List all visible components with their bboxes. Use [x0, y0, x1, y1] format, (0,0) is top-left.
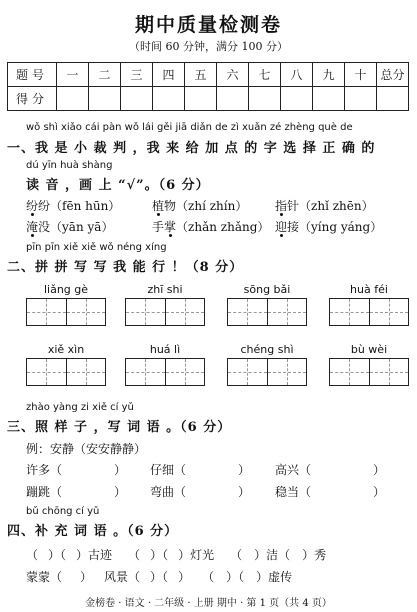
s1-choices[interactable]: （fēn hūn）	[50, 199, 121, 213]
score-table	[7, 62, 409, 111]
page-title: 期中质量检测卷	[134, 14, 282, 36]
s1-choices[interactable]: （yān yā）	[50, 220, 114, 234]
section4-pinyin: bǔ chōng cí yǔ	[26, 506, 100, 517]
score-cell[interactable]	[121, 87, 153, 111]
col-total: 总分	[377, 63, 409, 87]
tianzige[interactable]	[227, 298, 307, 326]
row-label-score: 得分	[8, 87, 57, 111]
s1-word: 淹没	[26, 220, 51, 234]
section1-title2: 读 音 ，画 上 “√”。（6 分）	[26, 178, 210, 193]
s3-item: 仔细（ ）	[150, 463, 251, 477]
box-pinyin: xiě xìn	[47, 343, 85, 356]
section2-title: 二、拼 拼 写 写 我 能 行 ！（8 分）	[7, 260, 244, 275]
score-cell[interactable]	[57, 87, 89, 111]
pinyin-writing-box	[329, 283, 409, 326]
col-3: 三	[121, 63, 153, 87]
score-cell[interactable]	[345, 87, 377, 111]
score-cell[interactable]	[185, 87, 217, 111]
s1-word: 指针	[275, 199, 300, 213]
tianzige[interactable]	[26, 358, 106, 386]
s1-item	[26, 197, 120, 214]
s1-item	[275, 197, 374, 214]
s1-word: 植物	[152, 199, 177, 213]
pinyin-writing-box	[125, 283, 205, 326]
box-pinyin: huá lì	[149, 343, 181, 356]
s1-choices[interactable]: （zhí zhín）	[176, 199, 248, 213]
box-pinyin: zhī shi	[147, 283, 183, 296]
col-2: 二	[89, 63, 121, 87]
box-pinyin: liǎng gè	[43, 283, 89, 296]
pinyin-writing-box	[26, 343, 106, 386]
col-7: 七	[249, 63, 281, 87]
s3-item: 弯曲（ ）	[150, 485, 251, 499]
section1-title: 一、我 是 小 裁 判 ，我 来 给 加 点 的 字 选 择 正 确 的	[7, 141, 376, 156]
tianzige[interactable]	[125, 298, 205, 326]
box-pinyin: sōng bǎi	[243, 283, 291, 296]
section3-pinyin: zhào yàng zi xiě cí yǔ	[26, 402, 134, 413]
row-label-question: 题号	[8, 63, 57, 87]
score-table-row-score	[8, 87, 409, 111]
pinyin-writing-box	[227, 283, 307, 326]
tianzige[interactable]	[227, 358, 307, 386]
page-footer: 金榜卷 · 语文 · 二年级 · 上册 期中 · 第 1 页（共 4 页）	[85, 598, 332, 609]
section1-pinyin: wǒ shì xiǎo cái pàn wǒ lái gěi jiā diǎn de zì xuǎn zé zhèng què de	[26, 122, 353, 133]
score-cell[interactable]	[281, 87, 313, 111]
pinyin-writing-box	[125, 343, 205, 386]
section4-row1: （ ）（ ）古迹 （ ）（ ）灯光 （ ）洁（ ）秀	[26, 548, 327, 562]
page-subtitle: （时间 60 分钟，满分 100 分）	[129, 40, 288, 53]
section1-pinyin2: dú yīn huà shàng	[26, 160, 113, 171]
score-cell[interactable]	[89, 87, 121, 111]
col-6: 六	[217, 63, 249, 87]
pinyin-writing-box	[26, 283, 106, 326]
tianzige[interactable]	[125, 358, 205, 386]
s1-item	[26, 218, 113, 235]
s1-item	[152, 218, 269, 235]
s1-choices[interactable]: （zhǎn zhǎng）	[176, 220, 270, 234]
tianzige[interactable]	[329, 358, 409, 386]
tianzige[interactable]	[329, 298, 409, 326]
s3-item: 高兴（ ）	[275, 463, 386, 477]
col-9: 九	[313, 63, 345, 87]
pinyin-writing-box	[329, 343, 409, 386]
s1-word: 迎接	[275, 220, 300, 234]
s3-item: 蹦跳（ ）	[26, 485, 127, 499]
score-table-row-header	[8, 63, 409, 87]
box-pinyin: huà féi	[350, 283, 388, 296]
s1-word: 手掌	[152, 220, 177, 234]
box-pinyin: chéng shì	[240, 343, 294, 356]
s1-word: 纷纷	[26, 199, 51, 213]
col-1: 一	[57, 63, 89, 87]
s1-choices[interactable]: （yíng yáng）	[299, 220, 383, 234]
s1-item	[152, 197, 247, 214]
s1-choices[interactable]: （zhǐ zhēn）	[299, 199, 374, 213]
col-8: 八	[281, 63, 313, 87]
score-cell[interactable]	[217, 87, 249, 111]
section4-row2: 蒙蒙（ ） 风景（ ）（ ） （ ）（ ）虚传	[26, 570, 293, 584]
pinyin-writing-box	[227, 343, 307, 386]
s3-item: 稳当（ ）	[275, 485, 386, 499]
s1-item	[275, 218, 382, 235]
section3-title: 三、照 样 子 ，写 词 语 。（6 分）	[7, 420, 232, 435]
section4-title: 四、补 充 词 语 。（6 分）	[7, 524, 179, 539]
score-cell[interactable]	[153, 87, 185, 111]
score-cell[interactable]	[377, 87, 409, 111]
score-cell[interactable]	[249, 87, 281, 111]
score-cell[interactable]	[313, 87, 345, 111]
box-pinyin: bù wèi	[350, 343, 388, 356]
section3-example: 例：安静（安安静静）	[26, 442, 147, 456]
tianzige[interactable]	[26, 298, 106, 326]
col-4: 四	[153, 63, 185, 87]
s3-item: 许多（ ）	[26, 463, 127, 477]
col-10: 十	[345, 63, 377, 87]
col-5: 五	[185, 63, 217, 87]
section2-pinyin: pīn pīn xiě xiě wǒ néng xíng	[26, 242, 167, 253]
